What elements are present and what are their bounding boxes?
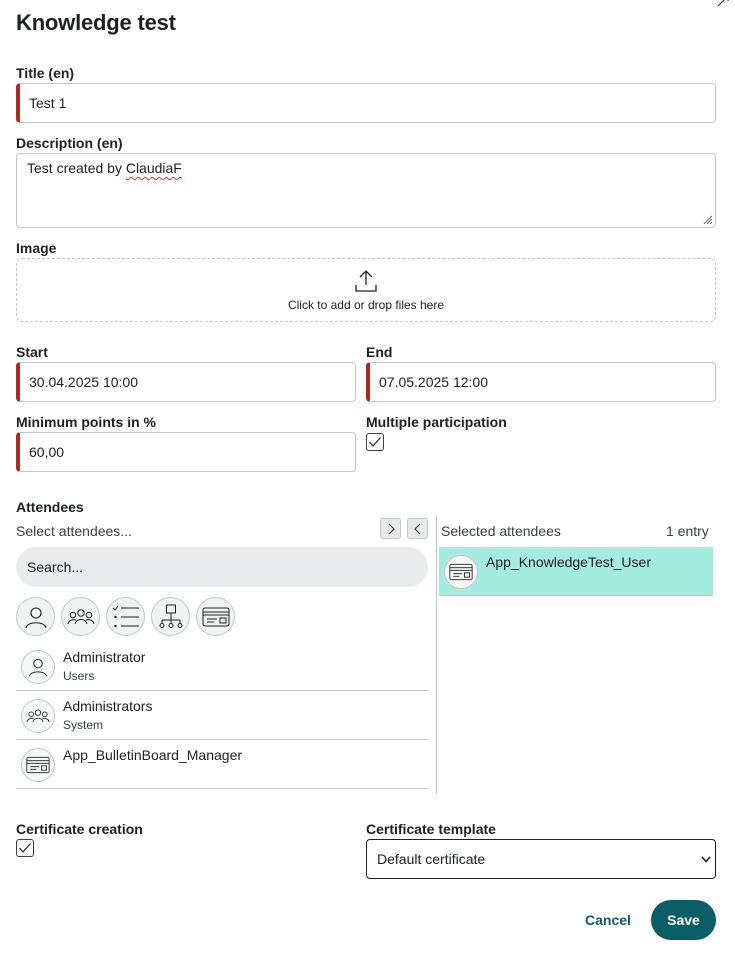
- avatar: [444, 555, 478, 589]
- certificate-template-label: Certificate template: [366, 821, 496, 837]
- filter-lists-button[interactable]: [106, 597, 145, 636]
- title-value: Test 1: [29, 95, 67, 111]
- start-label: Start: [16, 344, 48, 360]
- attendees-divider: [436, 516, 437, 794]
- image-label: Image: [16, 240, 57, 256]
- avatar: [21, 650, 55, 684]
- filter-users-button[interactable]: [16, 597, 55, 636]
- description-text: Test created by ClaudiaF: [27, 160, 182, 176]
- upload-icon: [354, 268, 378, 292]
- list-item[interactable]: [16, 642, 428, 691]
- list-item[interactable]: [16, 691, 428, 740]
- end-label: End: [366, 344, 393, 360]
- start-date-input[interactable]: [16, 362, 356, 402]
- checkmark-icon: [18, 842, 32, 854]
- description-textarea[interactable]: [16, 153, 716, 228]
- avatar: [21, 748, 55, 782]
- item-name: Administrators: [63, 698, 153, 714]
- cancel-button[interactable]: Cancel: [585, 912, 631, 928]
- selected-count: 1 entry: [666, 523, 709, 539]
- min-points-input[interactable]: [16, 432, 356, 472]
- filter-groups-button[interactable]: [61, 597, 100, 636]
- certificate-template-select[interactable]: [366, 839, 716, 879]
- image-dropzone[interactable]: [16, 258, 716, 322]
- group-icon: [67, 604, 95, 630]
- dropzone-text: Click to add or drop files here: [287, 298, 445, 312]
- spellcheck-word: ClaudiaF: [125, 160, 182, 176]
- multiple-participation-label: Multiple participation: [366, 414, 507, 430]
- role-card-icon: [449, 563, 473, 581]
- multiple-participation-checkbox[interactable]: [366, 433, 384, 451]
- add-attendee-button[interactable]: [380, 518, 401, 539]
- description-label: Description (en): [16, 135, 123, 151]
- filter-org-units-button[interactable]: [151, 597, 190, 636]
- chevron-down-icon: [701, 854, 711, 866]
- item-name: App_KnowledgeTest_User: [486, 554, 651, 570]
- attendees-label: Attendees: [16, 499, 84, 515]
- expand-icon[interactable]: [714, 0, 734, 8]
- list-item[interactable]: [16, 740, 428, 789]
- checkmark-icon: [368, 436, 382, 448]
- role-card-icon: [202, 607, 230, 627]
- remove-attendee-button[interactable]: [407, 518, 428, 539]
- user-icon: [23, 604, 49, 630]
- select-attendees-hint: Select attendees...: [16, 523, 132, 539]
- min-points-value: 60,00: [29, 444, 65, 460]
- user-icon: [27, 656, 49, 678]
- min-points-label: Minimum points in %: [16, 414, 156, 430]
- title-label: Title (en): [16, 65, 75, 81]
- item-name: App_BulletinBoard_Manager: [63, 747, 243, 763]
- start-value: 30.04.2025 10:00: [29, 374, 138, 390]
- certificate-creation-checkbox[interactable]: [16, 839, 34, 857]
- selected-list-item[interactable]: [439, 547, 713, 596]
- item-type: Users: [63, 669, 95, 683]
- selected-attendees-header: Selected attendees: [441, 523, 561, 539]
- filter-roles-button[interactable]: [196, 597, 235, 636]
- role-card-icon: [26, 756, 50, 774]
- end-date-input[interactable]: [366, 362, 716, 402]
- list-icon: [112, 605, 140, 629]
- dialog-title: Knowledge test: [16, 10, 176, 35]
- end-value: 07.05.2025 12:00: [379, 374, 488, 390]
- org-chart-icon: [159, 604, 183, 630]
- save-button[interactable]: Save: [651, 900, 716, 940]
- certificate-creation-label: Certificate creation: [16, 821, 143, 837]
- title-input[interactable]: [16, 83, 716, 123]
- chevron-right-icon: [386, 523, 396, 535]
- avatar: [21, 699, 55, 733]
- certificate-template-value: Default certificate: [377, 851, 486, 867]
- chevron-left-icon: [413, 523, 423, 535]
- resize-handle-icon[interactable]: [701, 213, 713, 225]
- search-placeholder: Search...: [27, 559, 84, 575]
- group-icon: [26, 705, 50, 727]
- attendee-search-input[interactable]: [16, 547, 428, 587]
- item-name: Administrator: [63, 649, 146, 665]
- item-type: System: [63, 718, 104, 732]
